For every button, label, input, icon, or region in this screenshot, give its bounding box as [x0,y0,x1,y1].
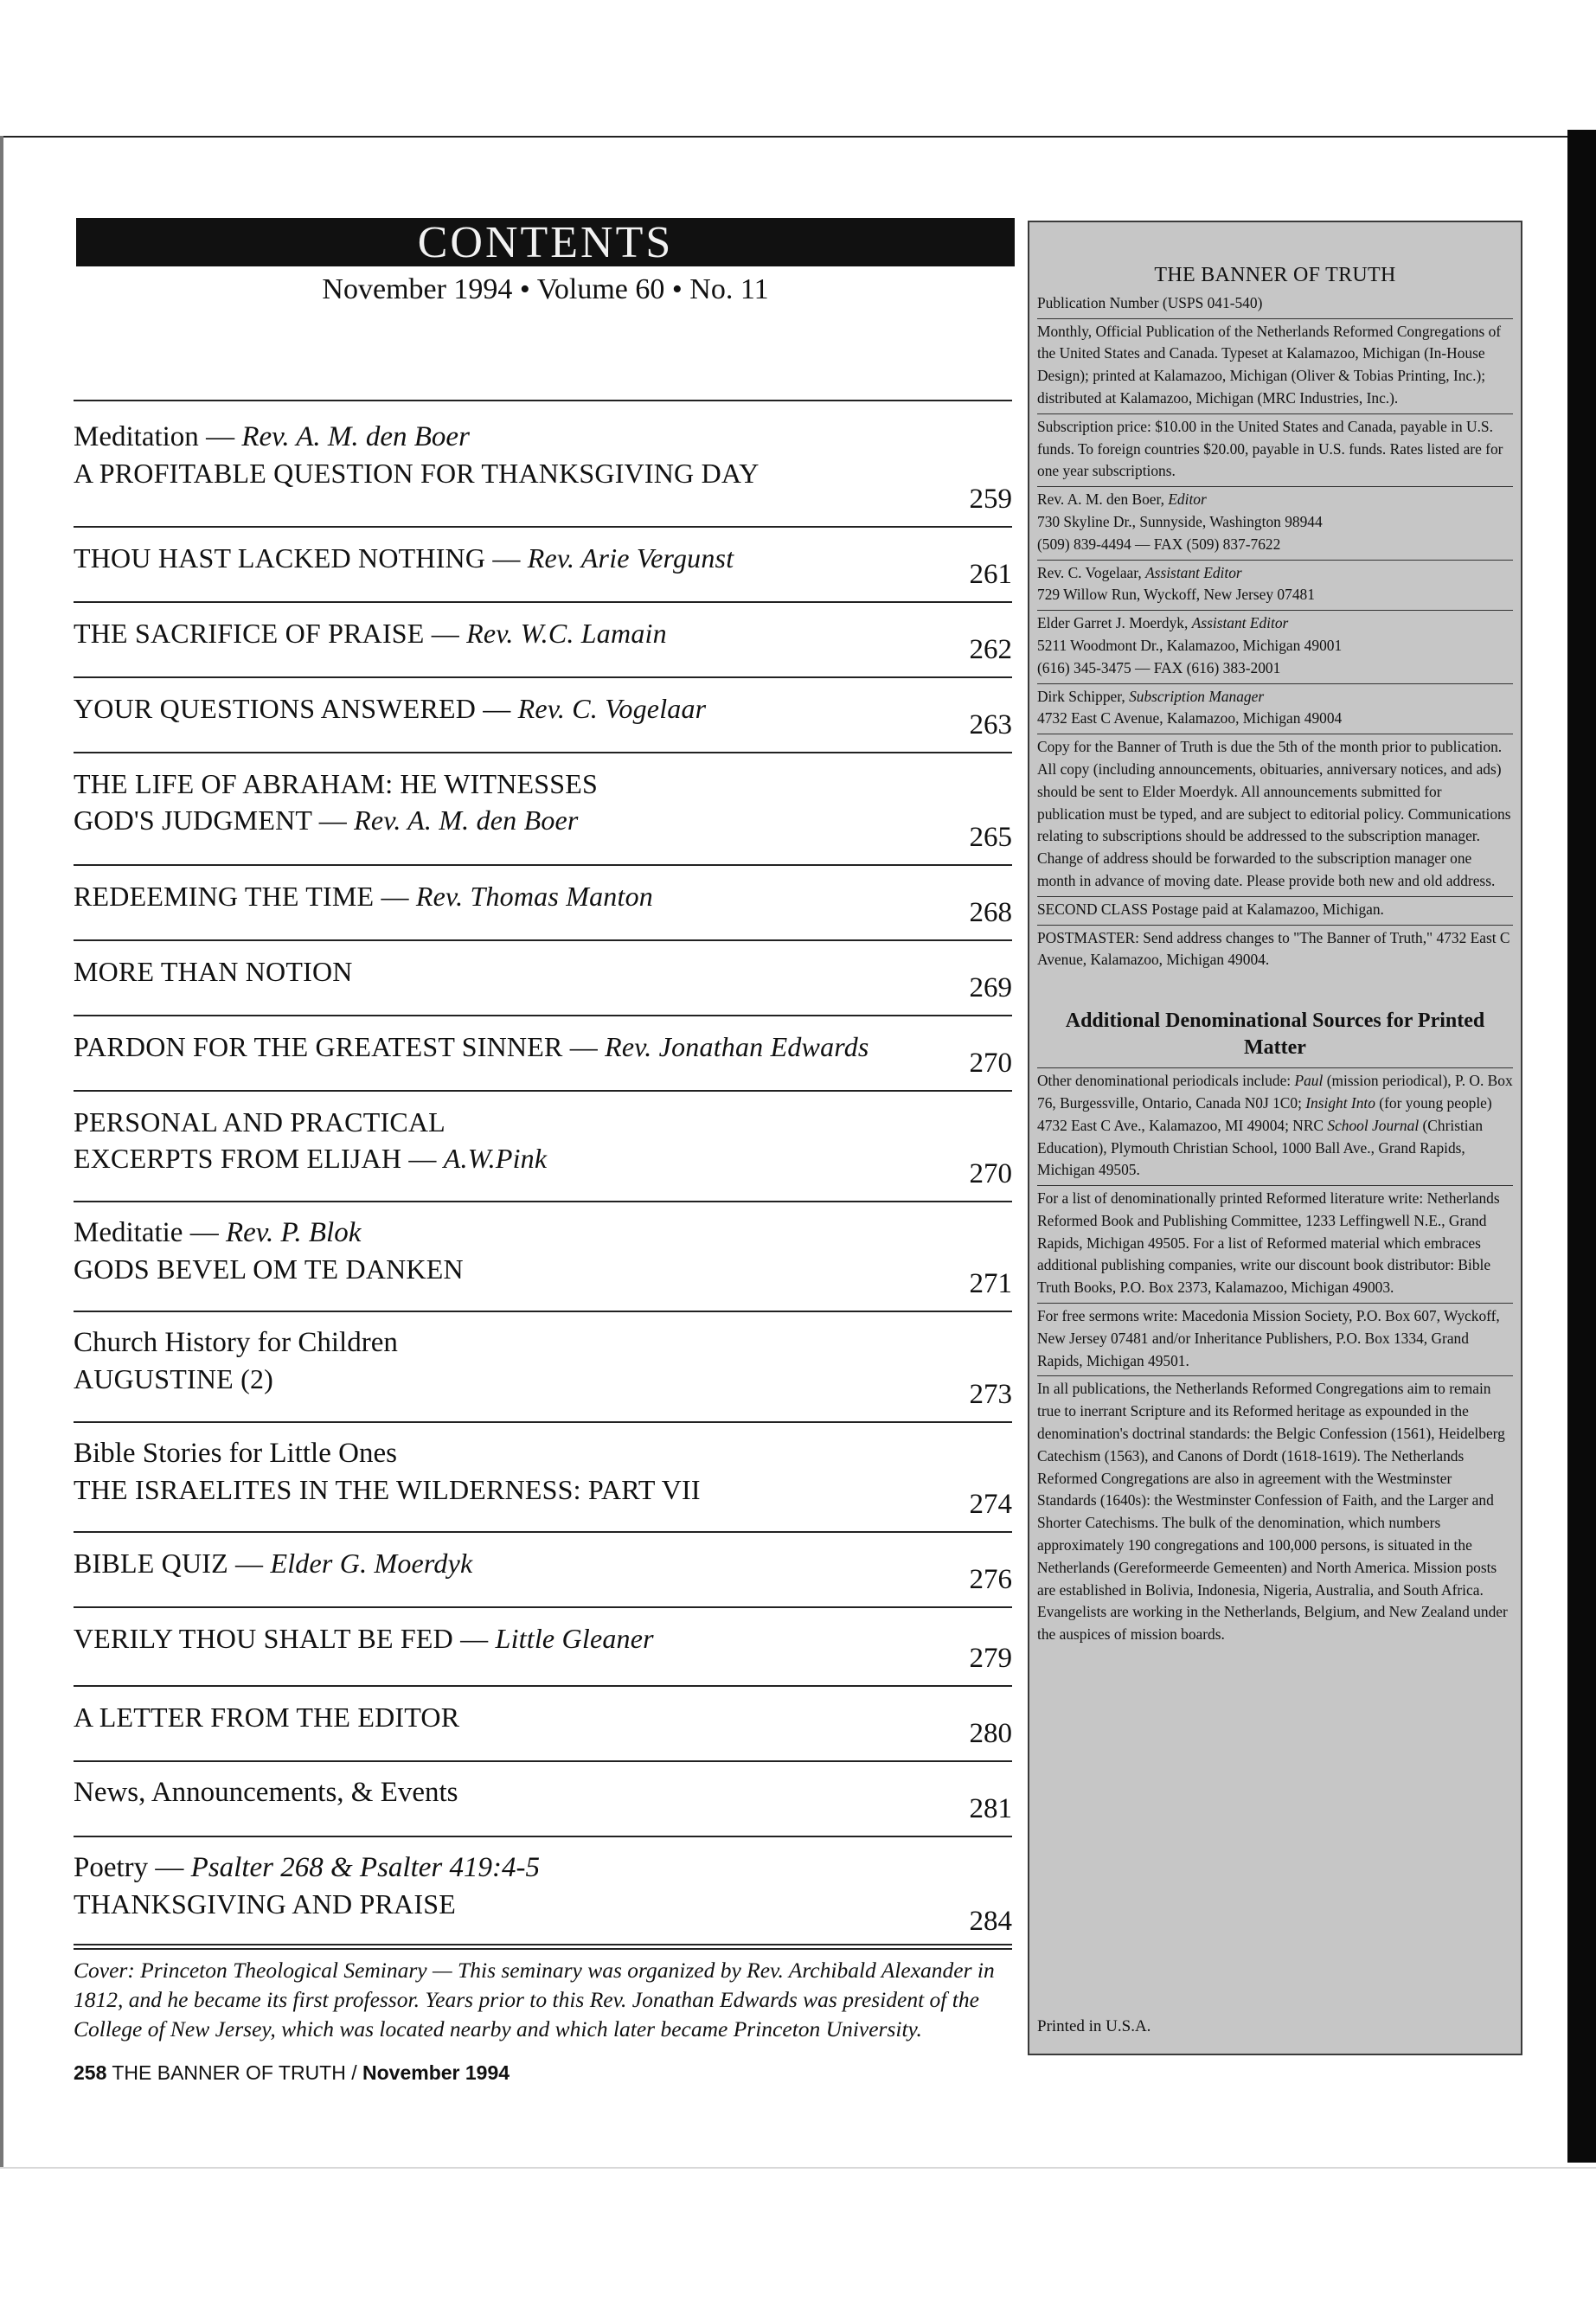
toc-page-number: 270 [969,1048,1012,1079]
postage-notice: SECOND CLASS Postage paid at Kalamazoo, Michigan. [1037,900,1384,918]
toc-page-number: 268 [969,897,1012,928]
page-top-edge [0,136,1596,138]
staff-entry: Rev. A. M. den Boer, Editor 730 Skyline Dr., Sunnyside, Washington 98944 (509) 839-4494 — FAX (509) 837-7622 [1037,490,1323,553]
toc-title: BIBLE QUIZ — Elder G. Moerdyk [74,1548,473,1579]
divider [1037,1375,1513,1376]
denomination-statement: In all publications, the Netherlands Reformed Congregations aim to remain true to inerrant Scripture and its Reformed heritage as expounded in the denomination's doctrinal standards: the Belgic Confession (1561), Heidelberg Catechism (1563), and Canons of Dordt (1618-1619). The Netherlands Reformed Congregations are also in agreement with the Westminster Standards (1640s): the Westminster Confession of Faith, and the Larger and Shorter Catechisms. The bulk of the denomination, which numbers approximately 190 congregations and 100,000 persons, is situated in the Netherlands (Gereformeerde Gemeenten) and North America. Mission posts are established in Bolivia, Indonesia, Nigeria, Australia, and South Africa. Evangelists are working in the Netherlands, Belgium, and New Zealand under the auspices of mission boards. [1037,1380,1508,1644]
toc-author: Rev. Thomas Manton [415,881,653,912]
staff-entry: Rev. C. Vogelaar, Assistant Editor 729 Willow Run, Wyckoff, New Jersey 07481 [1037,563,1315,604]
toc-entry [74,864,1012,939]
toc-subtitle-author: Psalter 268 & Psalter 419:4-5 [190,1852,540,1883]
page-left-edge [0,136,3,2169]
toc-page-number: 271 [969,1268,1012,1299]
toc-subtitle-author: Rev. P. Blok [225,1217,362,1248]
toc-entry [74,1606,1012,1685]
footer-page-number: 258 [74,2061,107,2084]
toc-page-number: 280 [969,1718,1012,1749]
toc-title: EXCERPTS FROM ELIJAH — A.W.Pink [74,1143,548,1174]
toc-subtitle: THE LIFE OF ABRAHAM: HE WITNESSES [74,768,599,799]
divider [1037,896,1513,897]
staff-entry: Elder Garret J. Moerdyk, Assistant Editor 5211 Woodmont Dr., Kalamazoo, Michigan 49001 (616) 345-3475 — FAX (616) 383-2001 [1037,614,1343,676]
toc-page-number: 263 [969,709,1012,740]
toc-title: AUGUSTINE (2) [74,1363,274,1394]
toc-title: News, Announcements, & Events [74,1777,458,1808]
sources-periodicals: Other denominational periodicals include: Paul (mission periodical), P. O. Box 76, Burgessville, Ontario, Canada N0J 1C0; Insight Into (for young people) 4732 East C Ave., Kalamazoo, MI 49004; NRC School Journal (Christian Education), Plymouth Christian School, 1000 Ball Ave., Grand Rapids, Michigan 49505. [1037,1072,1513,1179]
toc-entry [74,1760,1012,1836]
toc-author: A.W.Pink [443,1143,548,1174]
sources-literature: For a list of denominationally printed Reformed literature write: Netherlands Reformed Book and Publishing Committee, 1233 Leffingwell N.E., Grand Rapids, Michigan 49505. For a list of Reformed material which embraces additional publishing companies, write our discount book distributor: Bible Truth Books, P.O. Box 2373, Kalamazoo, Michigan 49003. [1037,1189,1500,1297]
toc-author: Elder G. Moerdyk [270,1548,473,1579]
toc-subtitle: Bible Stories for Little Ones [74,1438,397,1469]
toc-entry [74,1090,1012,1201]
toc-page-number: 273 [969,1379,1012,1410]
staff-list [1037,486,1513,730]
toc-page-number: 259 [969,484,1012,515]
toc-subtitle: Poetry — Psalter 268 & Psalter 419:4-5 [74,1852,540,1883]
publication-number: Publication Number (USPS 041-540) [1037,293,1263,311]
footer-magazine: THE BANNER OF TRUTH / [112,2061,357,2084]
toc-page-number: 269 [969,972,1012,1003]
subscription-price: Subscription price: $10.00 in the United States and Canada, payable in U.S. funds. To foreign countries $20.00, payable in U.S. funds. Rates listed are for one year subscriptions. [1037,417,1503,480]
toc-author: Rev. C. Vogelaar [517,693,707,724]
toc-title: GOD'S JUDGMENT — Rev. A. M. den Boer [74,804,579,836]
toc-title: VERILY THOU SHALT BE FED — Little Gleaner [74,1623,654,1654]
divider [1037,1303,1513,1304]
toc-entry [74,526,1012,601]
toc-page-number: 284 [969,1906,1012,1937]
divider [1037,925,1513,926]
toc-page-number: 262 [969,634,1012,665]
page-bottom-edge [0,2167,1596,2169]
toc-subtitle: Meditatie — Rev. P. Blok [74,1217,362,1248]
toc-title: YOUR QUESTIONS ANSWERED — Rev. C. Vogelaar [74,693,707,724]
divider [1037,486,1513,487]
divider [1037,683,1513,684]
postmaster-notice: POSTMASTER: Send address changes to "The Banner of Truth," 4732 East C Avenue, Kalamazoo, Michigan 49004. [1037,928,1510,969]
divider [1037,413,1513,414]
divider [1037,1185,1513,1186]
divider [1037,1067,1513,1068]
toc-entry [74,400,1012,526]
toc-author: Rev. A. M. den Boer [354,804,579,836]
toc-page-number: 270 [969,1158,1012,1189]
toc-page-number: 279 [969,1643,1012,1674]
toc-title: THOU HAST LACKED NOTHING — Rev. Arie Vergunst [74,542,734,574]
toc-title: THE ISRAELITES IN THE WILDERNESS: PART VII [74,1474,701,1505]
masthead-sidebar [1028,221,1522,2055]
staff-entry: Dirk Schipper, Subscription Manager 4732 East C Avenue, Kalamazoo, Michigan 49004 [1037,687,1343,727]
toc-author: Rev. W.C. Lamain [466,618,667,649]
page-footer [74,2061,510,2085]
toc-page-number: 274 [969,1489,1012,1520]
divider [1037,560,1513,561]
toc-title: A PROFITABLE QUESTION FOR THANKSGIVING DAY [74,458,760,489]
divider [1037,318,1513,319]
publication-description: Monthly, Official Publication of the Netherlands Reformed Congregations of the United States and Canada. Typeset at Kalamazoo, Michigan (In-House Design); printed at Kalamazoo, Michigan (Oliver & Tobias Printing, Inc.); distributed at Kalamazoo, Michigan (MRC Industries, Inc.). [1037,322,1502,407]
table-of-contents [74,400,1012,1950]
toc-title: A LETTER FROM THE EDITOR [74,1702,460,1733]
toc-page-number: 281 [969,1793,1012,1824]
toc-entry [74,676,1012,752]
toc-title: THANKSGIVING AND PRAISE [74,1888,456,1920]
toc-subtitle: Meditation — Rev. A. M. den Boer [74,421,470,452]
toc-entry [74,939,1012,1015]
sources-sermons: For free sermons write: Macedonia Mission Society, P.O. Box 607, Wyckoff, New Jersey 07481 and/or Inheritance Publishers, P.O. Box 1334, Grand Rapids, Michigan 49501. [1037,1307,1500,1369]
toc-entry [74,1015,1012,1090]
toc-page-number: 276 [969,1564,1012,1595]
issue-info: November 1994 • Volume 60 • No. 11 [322,273,769,305]
sources-heading: Additional Denominational Sources for Printed Matter [1065,1009,1485,1060]
toc-entry [74,601,1012,676]
printed-in: Printed in U.S.A. [1037,2017,1151,2036]
toc-title: PARDON FOR THE GREATEST SINNER — Rev. Jonathan Edwards [74,1031,869,1062]
toc-subtitle: PERSONAL AND PRACTICAL [74,1106,445,1138]
copy-notice: Copy for the Banner of Truth is due the 5th of the month prior to publication. All copy (including announcements, obituaries, anniversary notices, and ads) should be sent to Elder Moerdyk. All announcements submitted for publication must be typed, and are subject to editorial policy. Communications relating to subscriptions should be addressed to the subscription manager. Change of address should be forwarded to the subscription manager one month in advance of moving date. Please provide both new and old address. [1037,738,1511,889]
toc-entry [74,752,1012,864]
divider [1037,610,1513,611]
toc-subtitle-author: Rev. A. M. den Boer [241,421,470,452]
toc-entry [74,1201,1012,1311]
toc-title: THE SACRIFICE OF PRAISE — Rev. W.C. Lamain [74,618,667,649]
toc-entry [74,1836,1012,1948]
toc-subtitle: Church History for Children [74,1327,398,1358]
toc-entry [74,1685,1012,1760]
toc-page-number: 265 [969,822,1012,853]
cover-note: Cover: Princeton Theological Seminary — This seminary was organized by Rev. Archibald Alexander in 1812, and he became its first professor. Years prior to this Rev. Jonathan Edwards was president of the College of New Jersey, which was located nearby and which later became Princeton University. [74,1944,1012,2044]
scan-edge-bar [1567,130,1596,2163]
toc-entry [74,1531,1012,1606]
toc-author: Rev. Jonathan Edwards [605,1031,869,1062]
toc-entry [74,1311,1012,1421]
toc-author: Rev. Arie Vergunst [527,542,734,574]
footer-date: November 1994 [362,2061,510,2084]
toc-page-number: 261 [969,559,1012,590]
toc-title: GODS BEVEL OM TE DANKEN [74,1253,464,1285]
masthead-title: THE BANNER OF TRUTH [1154,264,1396,286]
toc-entry [74,1421,1012,1531]
contents-banner: CONTENTS [76,218,1015,266]
toc-author: Little Gleaner [495,1623,654,1654]
toc-title: REDEEMING THE TIME — Rev. Thomas Manton [74,881,653,912]
toc-title: MORE THAN NOTION [74,956,353,987]
